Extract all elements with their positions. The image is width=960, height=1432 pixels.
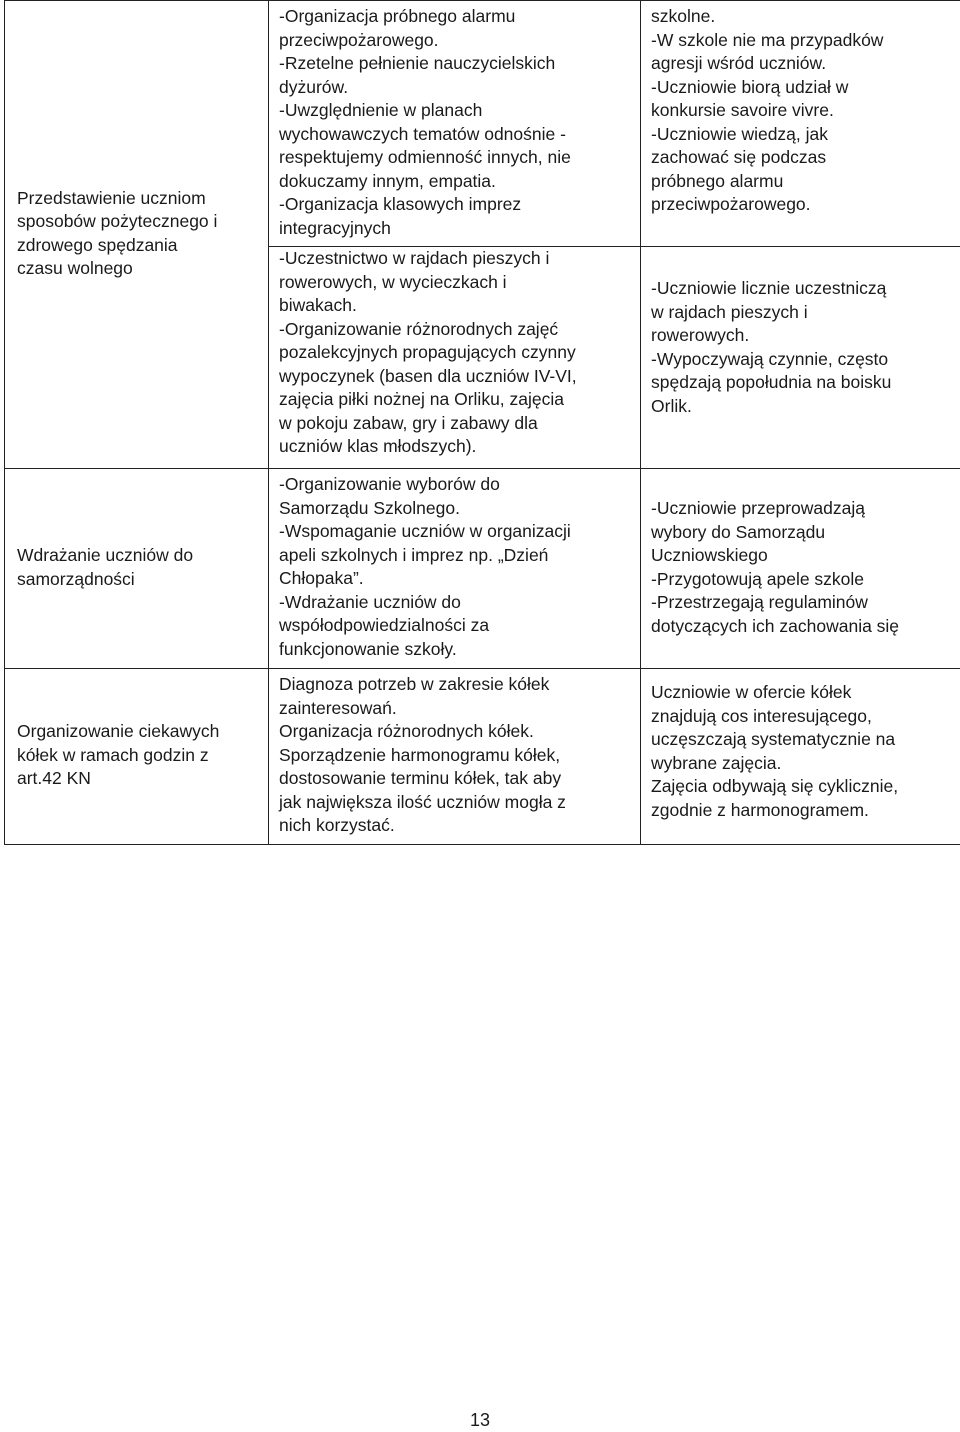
results-line: Uczniowskiego: [651, 545, 768, 565]
methods-line: -Wspomaganie uczniów w organizacji: [279, 521, 571, 541]
methods-line: wychowawczych tematów odnośnie -: [279, 123, 566, 144]
methods-line: integracyjnych: [279, 217, 391, 238]
results-line: próbnego alarmu: [651, 170, 784, 191]
methods-line: funkcjonowanie szkoły.: [279, 638, 457, 659]
results-line: agresji wśród uczniów.: [651, 53, 827, 73]
methods-line: -Uwzględnienie w planach: [279, 100, 483, 120]
methods-line: uczniów klas młodszych).: [279, 436, 477, 456]
results-line: wybrane zajęcia.: [651, 752, 782, 773]
results-line: -Przygotowują apele szkole: [651, 568, 865, 589]
methods-line: przeciwpożarowego.: [279, 29, 439, 50]
methods-line: Chłopaka”.: [279, 568, 364, 588]
methods-line: Sporządzenie harmonogramu kółek,: [279, 744, 561, 765]
methods-line: respektujemy odmienność innych, nie: [279, 147, 571, 167]
task-line: sposobów pożytecznego i: [17, 211, 218, 231]
plan-table: [4, 0, 960, 845]
methods-line: -Organizowanie wyborów do: [279, 474, 500, 494]
results-line: przeciwpożarowego.: [651, 194, 811, 214]
task-cell: [5, 469, 269, 669]
methods-line: pozalekcyjnych propagujących czynny: [279, 342, 576, 362]
results-line: -Uczniowie licznie uczestniczą: [651, 278, 887, 298]
results-line: spędzają popołudnia na boisku: [651, 372, 892, 392]
methods-line: wypoczynek (basen dla uczniów IV-VI,: [279, 365, 577, 386]
methods-line: jak największa ilość uczniów mogła z: [279, 791, 566, 812]
methods-cell: [269, 247, 641, 469]
table-row: [5, 1, 960, 247]
methods-line: -Uczestnictwo w rajdach pieszych i: [279, 248, 550, 268]
methods-line: Diagnoza potrzeb w zakresie kółek: [279, 674, 550, 694]
methods-line: dyżurów.: [279, 76, 349, 97]
table-row: [5, 469, 960, 669]
methods-line: Organizacja różnorodnych kółek.: [279, 721, 534, 741]
results-line: -Wypoczywają czynnie, często: [651, 348, 889, 369]
methods-line: współodpowiedzialności za: [279, 615, 490, 635]
results-line: rowerowych.: [651, 325, 750, 345]
table-row: [5, 669, 960, 845]
methods-line: rowerowych, w wycieczkach i: [279, 271, 507, 292]
task-line: Organizowanie ciekawych: [17, 721, 220, 741]
methods-line: w pokoju zabaw, gry i zabawy dla: [279, 412, 538, 433]
methods-line: nich korzystać.: [279, 815, 395, 835]
methods-line: dostosowanie terminu kółek, tak aby: [279, 768, 562, 788]
task-line: czasu wolnego: [17, 258, 133, 278]
task-line: Przedstawienie uczniom: [17, 187, 206, 208]
results-line: uczęszczają systematycznie na: [651, 729, 896, 749]
results-line: Zajęcia odbywają się cyklicznie,: [651, 776, 899, 796]
results-cell: [641, 669, 960, 845]
task-line: art.42 KN: [17, 768, 91, 788]
methods-line: zajęcia piłki nożnej na Orliku, zajęcia: [279, 389, 564, 409]
page-number: 13: [469, 1410, 491, 1430]
results-line: Orlik.: [651, 395, 692, 416]
results-line: zgodnie z harmonogramem.: [651, 799, 869, 820]
methods-line: -Organizowanie różnorodnych zajęć: [279, 318, 559, 339]
results-line: szkolne.: [651, 6, 716, 26]
methods-line: -Rzetelne pełnienie nauczycielskich: [279, 53, 556, 73]
task-line: kółek w ramach godzin z: [17, 744, 209, 765]
methods-line: -Organizacja próbnego alarmu: [279, 6, 516, 26]
results-line: -Uczniowie przeprowadzają: [651, 498, 865, 518]
results-cell: [641, 1, 960, 247]
results-line: dotyczących ich zachowania się: [651, 615, 900, 636]
results-line: zachować się podczas: [651, 147, 827, 167]
methods-line: apeli szkolnych i imprez np. „Dzień: [279, 544, 549, 565]
results-line: wybory do Samorządu: [651, 521, 826, 542]
methods-line: Samorządu Szkolnego.: [279, 497, 460, 518]
results-line: konkursie savoire vivre.: [651, 100, 834, 120]
task-line: Wdrażanie uczniów do: [17, 545, 194, 565]
results-line: -Uczniowie wiedzą, jak: [651, 123, 829, 144]
methods-line: dokuczamy innym, empatia.: [279, 170, 496, 191]
results-cell: [641, 247, 960, 469]
task-cell: [5, 669, 269, 845]
methods-line: zainteresowań.: [279, 697, 397, 718]
results-line: Uczniowie w ofercie kółek: [651, 682, 852, 702]
results-line: znajdują cos interesującego,: [651, 705, 872, 726]
task-line: samorządności: [17, 568, 135, 589]
methods-line: -Wdrażanie uczniów do: [279, 591, 461, 612]
methods-cell: [269, 669, 641, 845]
results-cell: [641, 469, 960, 669]
methods-cell: [269, 469, 641, 669]
task-cell: [5, 1, 269, 469]
results-line: w rajdach pieszych i: [651, 301, 808, 322]
results-line: -W szkole nie ma przypadków: [651, 29, 884, 50]
methods-cell: [269, 1, 641, 247]
results-line: -Uczniowie biorą udział w: [651, 76, 849, 97]
results-line: -Przestrzegają regulaminów: [651, 592, 868, 612]
task-line: zdrowego spędzania: [17, 234, 178, 255]
methods-line: -Organizacja klasowych imprez: [279, 194, 522, 214]
methods-line: biwakach.: [279, 295, 357, 315]
